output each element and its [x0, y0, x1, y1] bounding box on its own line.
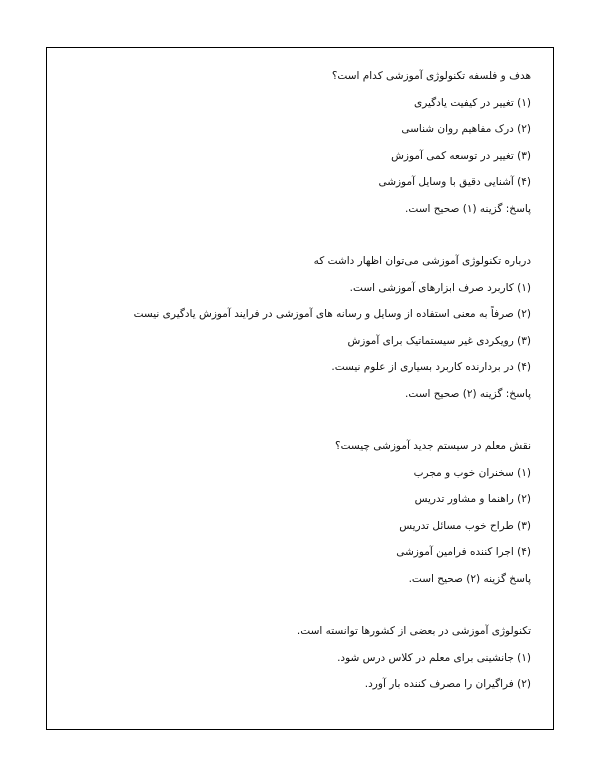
option-2: (۲) صرفاً به معنی استفاده از وسایل و رسانه های آموزشی در فرایند آموزش یادگیری نیست	[133, 308, 531, 321]
answer-text: پاسخ: گزینه (۲) صحیح است.	[405, 387, 531, 400]
option-2: (۲) راهنما و مشاور تدریس	[414, 493, 531, 506]
option-2: (۲) فراگیران را مصرف کننده بار آورد.	[364, 678, 531, 691]
question-block-4	[61, 625, 531, 691]
question-text: نقش معلم در سیستم جدید آموزشی چیست؟	[335, 439, 531, 452]
question-block-1	[61, 70, 531, 216]
option-3: (۳) طراح خوب مسائل تدریس	[399, 519, 531, 532]
option-4: (۴) آشنایی دقیق با وسایل آموزشی	[378, 176, 531, 189]
answer-text: پاسخ گزینه (۲) صحیح است.	[408, 572, 531, 585]
answer-text: پاسخ: گزینه (۱) صحیح است.	[405, 202, 531, 215]
option-1: (۱) کاربرد صرف ابزارهای آموزشی است.	[349, 281, 531, 294]
question-block-2	[61, 255, 531, 401]
option-2: (۲) درک مفاهیم روان شناسی	[401, 123, 531, 136]
option-1: (۱) جانشینی برای معلم در کلاس درس شود.	[337, 651, 531, 664]
question-text: درباره تکنولوژی آموزشی می‌توان اظهار داشت که	[313, 254, 531, 267]
option-3: (۳) رویکردی غیر سیستماتیک برای آموزش	[347, 334, 531, 347]
document-content	[61, 70, 531, 691]
option-1: (۱) تغییر در کیفیت یادگیری	[414, 96, 531, 109]
option-3: (۳) تغییر در توسعه کمی آموزش	[391, 149, 531, 162]
option-1: (۱) سخنران خوب و مجرب	[413, 466, 531, 479]
option-4: (۴) اجرا کننده فرامین آموزشی	[396, 546, 531, 559]
question-block-3	[61, 440, 531, 586]
question-text: تکنولوژی آموزشی در بعضی از کشورها توانسته است.	[296, 624, 531, 637]
page-frame	[46, 47, 554, 730]
option-4: (۴) در بردارنده کاربرد بسیاری از علوم نیست.	[331, 361, 531, 374]
question-text: هدف و فلسفه تکنولوژی آموزشی کدام است؟	[331, 70, 531, 82]
